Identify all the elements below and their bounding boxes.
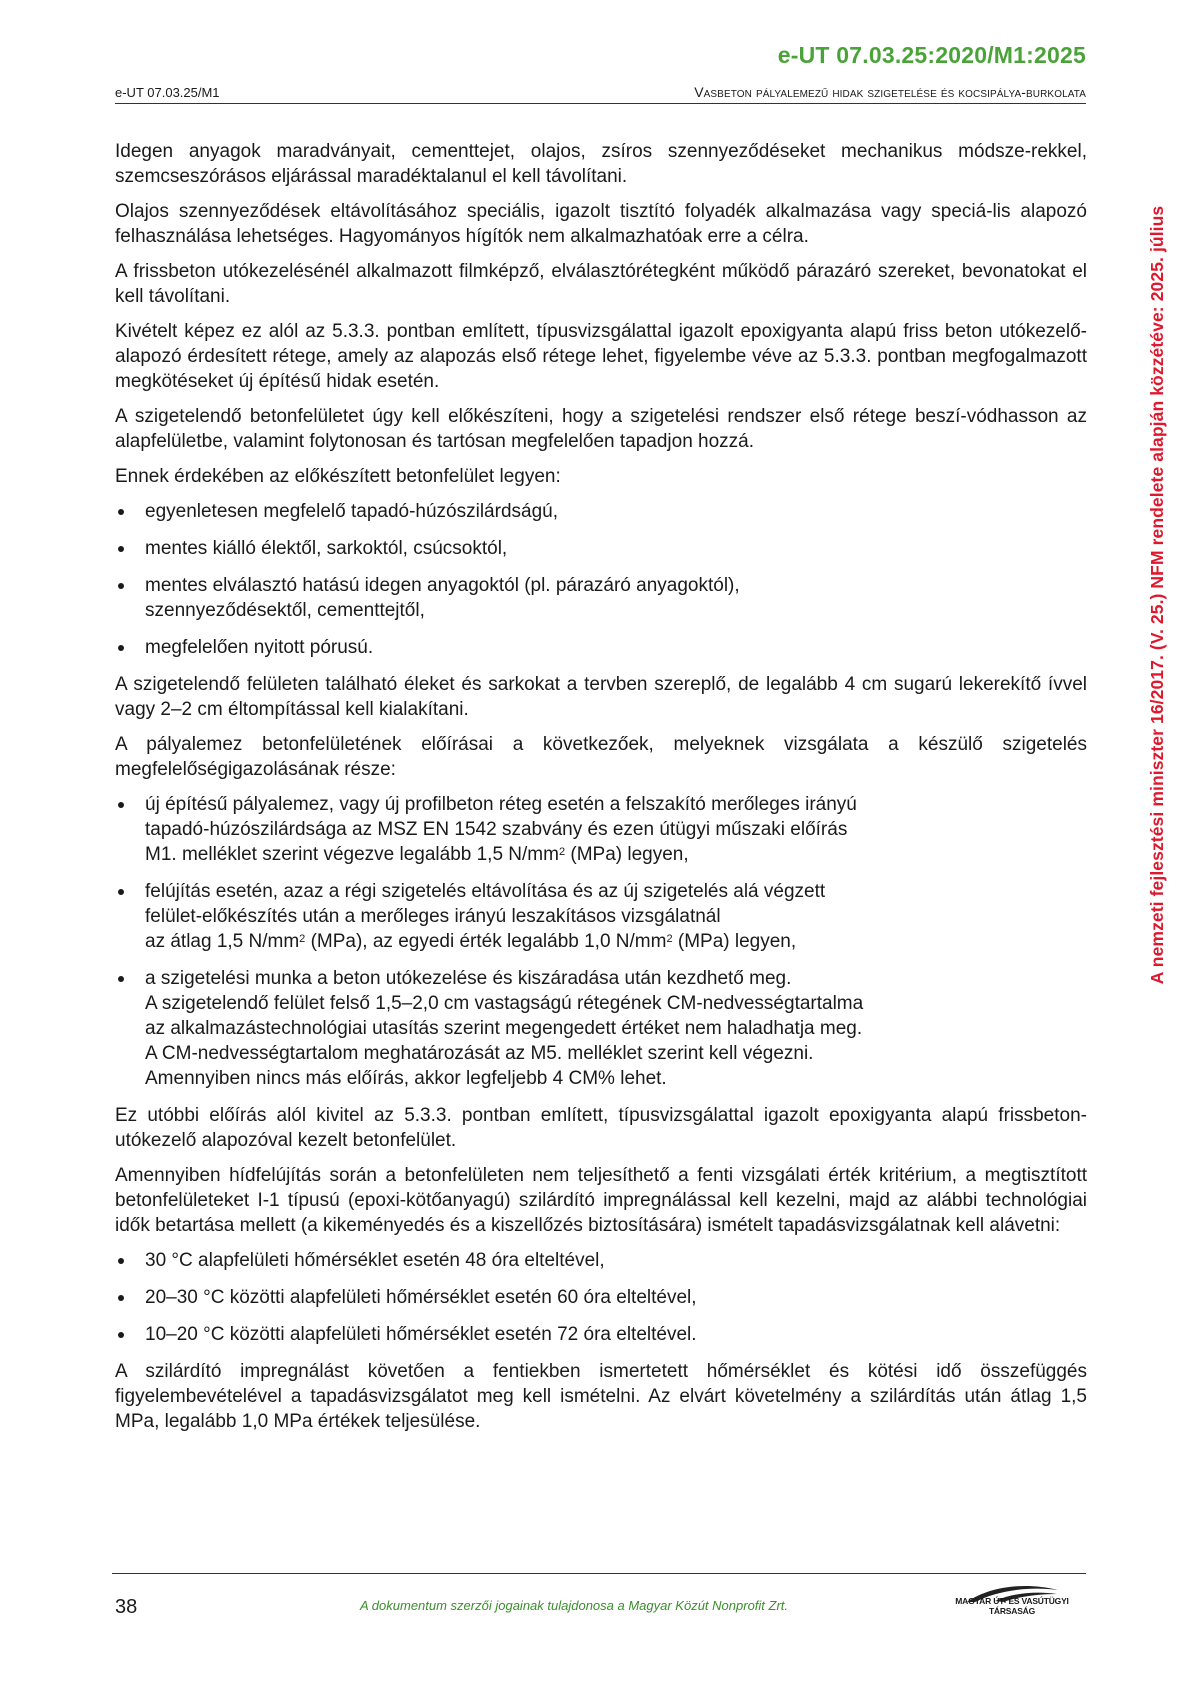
paragraph: Idegen anyagok maradványait, cementtejet, olajos, zsíros szennyeződéseket mechanikus módsze-rekkel, szemcseszórásos eljárással maradéktalanul el kell távolítani. — [115, 141, 1087, 187]
paragraph: A frissbeton utókezelésénél alkalmazott filmképző, elválasztórétegként működő párazáró szereket, bevonatokat el kell távolítani. — [115, 261, 1087, 307]
list-item: 30 °C alapfelületi hőmérséklet esetén 48 óra elteltével, — [115, 1248, 1087, 1273]
logo-text: MAGYAR ÚT- ÉS VASÚTÜGYI TÁRSASÁG — [955, 1596, 1069, 1616]
bullet-list-surface-requirements — [115, 499, 1087, 660]
publication-side-note: A nemzeti fejlesztési miniszter 16/2017. (V. 25.) NFM rendelete alapján közzétéve: 2025. július — [1147, 205, 1167, 985]
list-item-line — [145, 842, 1087, 867]
list-item-line — [145, 929, 1087, 954]
list-item-line: új építésű pályalemez, vagy új profilbeton réteg esetén a felszakító merőleges irányú — [145, 794, 857, 815]
superscript: 2 — [299, 933, 306, 945]
paragraph: Ez utóbbi előírás alól kivitel az 5.3.3. pontban említett, típusvizsgálattal igazolt epoxigyanta alapú frissbeton-utókezelő alapozóval kezelt betonfelület. — [115, 1105, 1087, 1151]
running-header — [115, 84, 1086, 104]
paragraph: Amennyiben hídfelújítás során a betonfelületen nem teljesíthető a fenti vizsgálati érték kritérium, a megtisztított betonfelületeket I-1 típusú (epoxi-kötőanyagú) szilárdító impregnálással kell kezelni, majd az alábbi technológiai idők betartása mellett (a kikeményedés és a kiszellőzés biztosítására) ismételt tapadásvizsgálatnak kell alávetni: — [115, 1165, 1087, 1236]
list-item-line: tapadó-húzószilárdsága az MSZ EN 1542 szabvány és ezen útügyi műszaki előírás — [145, 819, 848, 840]
main-text — [115, 139, 1087, 1444]
paragraph: A szigetelendő betonfelületet úgy kell előkészíteni, hogy a szigetelési rendszer első rétege beszí-vódhasson az alapfelületbe, valamint folytonosan és tartósan megfelelően tapadjon hozzá. — [115, 406, 1087, 452]
text-run: M1. melléklet szerint végezve legalább 1,5 N/mm — [145, 844, 559, 865]
page-number: 38 — [115, 1596, 138, 1618]
list-item: egyenletesen megfelelő tapadó-húzószilárdságú, — [115, 499, 1087, 524]
list-item: 20–30 °C közötti alapfelületi hőmérséklet esetén 60 óra elteltével, — [115, 1285, 1087, 1310]
list-item: mentes elválasztó hatású idegen anyagoktól (pl. párazáró anyagoktól), szennyeződésektől, cementtejtől, — [115, 573, 1087, 623]
paragraph: A szilárdító impregnálást követően a fentiekben ismertetett hőmérséklet és kötési idő összefüggés figyelembevételével a tapadásvizsgálatot meg kell ismételni. Az elvárt követelmény a szilárdítás után átlag 1,5 MPa, legalább 1,0 MPa értékek teljesülése. — [115, 1361, 1087, 1432]
list-item: mentes kiálló élektől, sarkoktól, csúcsoktól, — [115, 536, 1087, 561]
document-code: e-UT 07.03.25:2020/M1:2025 — [777, 42, 1086, 68]
paragraph: Kivételt képez ez alól az 5.3.3. pontban említett, típusvizsgálattal igazolt epoxigyanta alapú friss beton utókezelő-alapozó érdesített rétege, amely az alapozás első rétege lehet, figyelembe véve az 5.3.3. pontban megfogalmazott megkötéseket új építésű hidak esetén. — [115, 321, 1087, 392]
list-item — [115, 879, 1087, 954]
list-item-line: az alkalmazástechnológiai utasítás szerint megengedett értéket nem haladhatja meg. — [145, 1018, 863, 1039]
text-run: (MPa) legyen, — [672, 931, 797, 952]
paragraph: Ennek érdekében az előkészített betonfelület legyen: — [115, 466, 561, 487]
header-title: Vasbeton pályalemezű hidak szigetelése és kocsipálya-burkolata — [694, 84, 1086, 100]
list-item-line: Amennyiben nincs más előírás, akkor legfeljebb 4 CM% lehet. — [145, 1068, 667, 1089]
superscript: 2 — [558, 846, 566, 858]
footer-divider — [112, 1573, 1086, 1574]
bullet-list-slab-requirements — [115, 792, 1087, 1091]
paragraph: A szigetelendő felületen található éleket és sarkokat a tervben szereplő, de legalább 4 cm sugarú lekerekítő ívvel vagy 2–2 cm éltompítással kell kialakítani. — [115, 674, 1087, 720]
list-item — [115, 792, 1087, 867]
copyright-notice: A dokumentum szerzői jogainak tulajdonosa a Magyar Közút Nonprofit Zrt. — [360, 1598, 789, 1613]
paragraph: Olajos szennyeződések eltávolításához speciális, igazolt tisztító folyadék alkalmazása vagy speciá-lis alapozó felhasználása lehetséges. Hagyományos hígítók nem alkalmazhatóak erre a célra. — [115, 201, 1087, 247]
list-item: 10–20 °C közötti alapfelületi hőmérséklet esetén 72 óra elteltével. — [115, 1322, 1087, 1347]
list-item-line: felület-előkészítés után a merőleges irányú leszakításos vizsgálatnál — [145, 906, 721, 927]
paragraph: A pályalemez betonfelületének előírásai a következőek, melyeknek vizsgálata a készülő szigetelés megfelelőségigazolásának része: — [115, 734, 1087, 780]
text-run: (MPa), az egyedi érték legalább 1,0 N/mm — [305, 931, 667, 952]
list-item — [115, 966, 1087, 1091]
list-item-line: A szigetelendő felület felső 1,5–2,0 cm vastagságú rétegének CM-nedvességtartalma — [145, 993, 864, 1014]
bullet-list-curing-times — [115, 1248, 1087, 1347]
text-run: az átlag 1,5 N/mm — [145, 931, 300, 952]
superscript: 2 — [666, 933, 673, 945]
list-item-line: felújítás esetén, azaz a régi szigetelés eltávolítása és az új szigetelés alá végzett — [145, 881, 826, 902]
list-item-line: a szigetelési munka a beton utókezelése és kiszáradása után kezdhető meg. — [145, 968, 792, 989]
header-short-code: e-UT 07.03.25/M1 — [115, 85, 220, 100]
society-logo — [935, 1582, 1089, 1616]
text-run: (MPa) legyen, — [565, 844, 689, 865]
list-item-line: A CM-nedvességtartalom meghatározását az M5. melléklet szerint kell végezni. — [145, 1043, 814, 1064]
list-item: megfelelően nyitott pórusú. — [115, 635, 1087, 660]
